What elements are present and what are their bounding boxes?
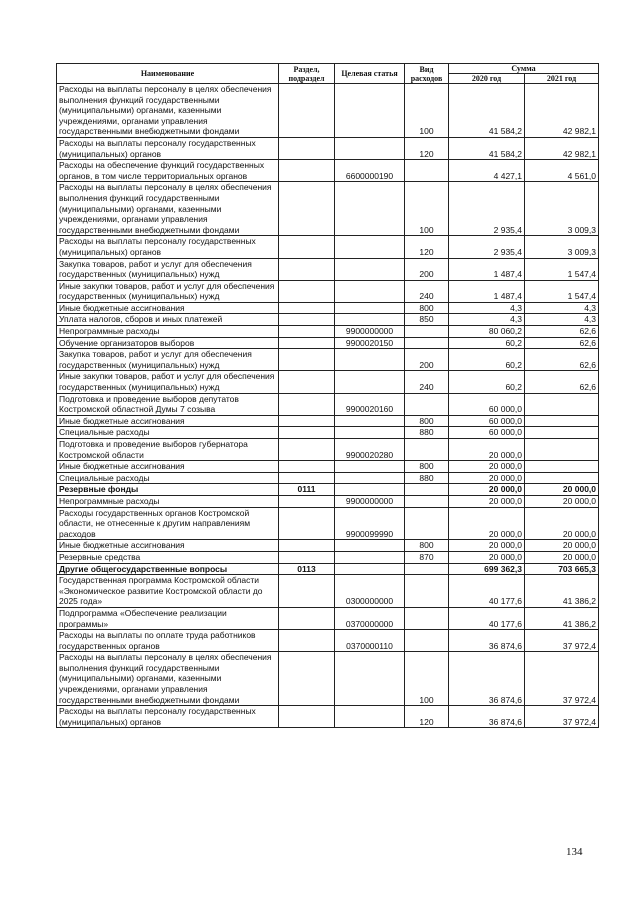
table-row xyxy=(57,495,599,507)
table-row xyxy=(57,461,599,473)
cell-2020: 20 000,0 xyxy=(449,540,525,552)
cell-2020: 20 000,0 xyxy=(449,472,525,484)
cell-type: 200 xyxy=(405,258,449,280)
cell-name: Подготовка и проведение выборов губернатора Костромской области xyxy=(57,439,279,461)
cell-target: 9900000000 xyxy=(335,326,405,338)
cell-2021: 37 972,4 xyxy=(525,706,599,728)
cell-name: Уплата налогов, сборов и иных платежей xyxy=(57,314,279,326)
cell-2020: 20 000,0 xyxy=(449,461,525,473)
table-row xyxy=(57,439,599,461)
cell-2020: 60 000,0 xyxy=(449,415,525,427)
cell-2021: 20 000,0 xyxy=(525,495,599,507)
header-target: Целевая статья xyxy=(335,64,405,84)
cell-section xyxy=(279,337,335,349)
cell-2020: 20 000,0 xyxy=(449,495,525,507)
table-header xyxy=(57,64,599,84)
cell-target: 9900099990 xyxy=(335,507,405,540)
cell-2020: 2 935,4 xyxy=(449,236,525,258)
cell-type: 120 xyxy=(405,236,449,258)
cell-type: 200 xyxy=(405,349,449,371)
cell-2021: 20 000,0 xyxy=(525,540,599,552)
cell-section xyxy=(279,472,335,484)
cell-target xyxy=(335,302,405,314)
cell-section xyxy=(279,314,335,326)
cell-type: 800 xyxy=(405,540,449,552)
cell-2021: 62,6 xyxy=(525,349,599,371)
cell-name: Подпрограмма «Обеспечение реализации программы» xyxy=(57,607,279,629)
cell-2021: 3 009,3 xyxy=(525,236,599,258)
cell-section xyxy=(279,652,335,706)
cell-2021: 1 547,4 xyxy=(525,258,599,280)
cell-section xyxy=(279,706,335,728)
cell-2021: 4,3 xyxy=(525,314,599,326)
cell-name: Иные бюджетные ассигнования xyxy=(57,302,279,314)
table-row xyxy=(57,371,599,393)
table-row xyxy=(57,472,599,484)
cell-type: 850 xyxy=(405,314,449,326)
cell-type: 240 xyxy=(405,280,449,302)
cell-type xyxy=(405,160,449,182)
cell-name: Иные бюджетные ассигнования xyxy=(57,540,279,552)
cell-2021 xyxy=(525,427,599,439)
cell-2020: 1 487,4 xyxy=(449,280,525,302)
cell-target xyxy=(335,472,405,484)
cell-target xyxy=(335,182,405,236)
cell-2021: 20 000,0 xyxy=(525,507,599,540)
header-section: Раздел, подраздел xyxy=(279,64,335,84)
cell-type xyxy=(405,630,449,652)
cell-2021 xyxy=(525,393,599,415)
cell-target: 6600000190 xyxy=(335,160,405,182)
cell-2020: 60,2 xyxy=(449,337,525,349)
cell-2020: 1 487,4 xyxy=(449,258,525,280)
cell-2021: 62,6 xyxy=(525,326,599,338)
table-body xyxy=(57,84,599,728)
cell-section xyxy=(279,507,335,540)
cell-target xyxy=(335,137,405,159)
cell-2020: 20 000,0 xyxy=(449,484,525,496)
cell-target xyxy=(335,84,405,138)
table-row xyxy=(57,427,599,439)
cell-type xyxy=(405,563,449,575)
cell-section xyxy=(279,551,335,563)
cell-2021: 62,6 xyxy=(525,337,599,349)
cell-name: Закупка товаров, работ и услуг для обеспечения государственных (муниципальных) нужд xyxy=(57,258,279,280)
cell-2020: 60,2 xyxy=(449,349,525,371)
cell-section xyxy=(279,326,335,338)
cell-2020: 40 177,6 xyxy=(449,575,525,608)
cell-name: Закупка товаров, работ и услуг для обеспечения государственных (муниципальных) нужд xyxy=(57,349,279,371)
table-row xyxy=(57,575,599,608)
cell-2021: 37 972,4 xyxy=(525,630,599,652)
cell-type xyxy=(405,337,449,349)
table-row xyxy=(57,551,599,563)
cell-section xyxy=(279,427,335,439)
cell-section xyxy=(279,349,335,371)
cell-name: Расходы на выплаты персоналу в целях обеспечения выполнения функций государственными (муниципальными) органами, казенными учреждениями, органами управления государственными внебюджетными фондами xyxy=(57,182,279,236)
table-row xyxy=(57,563,599,575)
table-row xyxy=(57,84,599,138)
budget-table-sheet xyxy=(56,63,598,728)
cell-section xyxy=(279,461,335,473)
cell-name: Расходы на выплаты по оплате труда работников государственных органов xyxy=(57,630,279,652)
cell-2020: 20 000,0 xyxy=(449,439,525,461)
cell-type xyxy=(405,484,449,496)
page-number: 134 xyxy=(566,846,583,858)
cell-name: Непрограммные расходы xyxy=(57,326,279,338)
cell-name: Расходы на выплаты персоналу государственных (муниципальных) органов xyxy=(57,236,279,258)
cell-section xyxy=(279,302,335,314)
cell-section xyxy=(279,439,335,461)
cell-target: 9900000000 xyxy=(335,495,405,507)
cell-name: Расходы на обеспечение функций государственных органов, в том числе территориальных органов xyxy=(57,160,279,182)
cell-section: 0113 xyxy=(279,563,335,575)
cell-2020: 41 584,2 xyxy=(449,84,525,138)
budget-table xyxy=(56,63,599,728)
cell-type: 100 xyxy=(405,652,449,706)
table-row xyxy=(57,314,599,326)
cell-2021 xyxy=(525,439,599,461)
table-row xyxy=(57,607,599,629)
cell-2020: 2 935,4 xyxy=(449,182,525,236)
cell-section xyxy=(279,393,335,415)
cell-type: 100 xyxy=(405,84,449,138)
cell-2020: 36 874,6 xyxy=(449,630,525,652)
cell-section xyxy=(279,540,335,552)
cell-type: 120 xyxy=(405,706,449,728)
cell-2021: 37 972,4 xyxy=(525,652,599,706)
cell-type: 870 xyxy=(405,551,449,563)
table-row xyxy=(57,280,599,302)
cell-2021 xyxy=(525,415,599,427)
cell-name: Специальные расходы xyxy=(57,427,279,439)
cell-type xyxy=(405,607,449,629)
cell-2020: 699 362,3 xyxy=(449,563,525,575)
cell-target xyxy=(335,415,405,427)
cell-2021: 62,6 xyxy=(525,371,599,393)
cell-section xyxy=(279,415,335,427)
cell-section xyxy=(279,84,335,138)
cell-2020: 60,2 xyxy=(449,371,525,393)
cell-2021: 42 982,1 xyxy=(525,137,599,159)
table-row xyxy=(57,415,599,427)
cell-name: Расходы на выплаты персоналу в целях обеспечения выполнения функций государственными (муниципальными) органами, казенными учреждениями, органами управления государственными внебюджетными фондами xyxy=(57,84,279,138)
header-sum: Сумма xyxy=(449,64,599,74)
cell-type xyxy=(405,393,449,415)
cell-2021: 20 000,0 xyxy=(525,484,599,496)
table-row xyxy=(57,652,599,706)
cell-name: Резервные средства xyxy=(57,551,279,563)
cell-2020: 20 000,0 xyxy=(449,551,525,563)
cell-name: Резервные фонды xyxy=(57,484,279,496)
cell-target xyxy=(335,371,405,393)
cell-2020: 36 874,6 xyxy=(449,706,525,728)
table-row xyxy=(57,337,599,349)
cell-type: 100 xyxy=(405,182,449,236)
cell-target xyxy=(335,484,405,496)
cell-2021: 4,3 xyxy=(525,302,599,314)
cell-2020: 60 000,0 xyxy=(449,393,525,415)
cell-target xyxy=(335,314,405,326)
cell-section xyxy=(279,607,335,629)
cell-section xyxy=(279,160,335,182)
cell-type xyxy=(405,495,449,507)
cell-section xyxy=(279,575,335,608)
cell-2021: 20 000,0 xyxy=(525,551,599,563)
cell-2021: 1 547,4 xyxy=(525,280,599,302)
header-year-2020: 2020 год xyxy=(449,74,525,84)
cell-section xyxy=(279,495,335,507)
cell-target xyxy=(335,540,405,552)
table-row xyxy=(57,137,599,159)
cell-2021 xyxy=(525,461,599,473)
cell-name: Иные бюджетные ассигнования xyxy=(57,415,279,427)
cell-target: 9900020280 xyxy=(335,439,405,461)
cell-target xyxy=(335,236,405,258)
cell-target xyxy=(335,563,405,575)
cell-section xyxy=(279,137,335,159)
cell-2020: 80 060,2 xyxy=(449,326,525,338)
cell-section xyxy=(279,371,335,393)
cell-target: 9900020160 xyxy=(335,393,405,415)
cell-2021: 4 561,0 xyxy=(525,160,599,182)
cell-section xyxy=(279,280,335,302)
cell-2020: 4,3 xyxy=(449,314,525,326)
cell-2020: 36 874,6 xyxy=(449,652,525,706)
table-row xyxy=(57,393,599,415)
header-type: Вид расходов xyxy=(405,64,449,84)
cell-2021: 41 386,2 xyxy=(525,575,599,608)
cell-type: 800 xyxy=(405,302,449,314)
cell-name: Иные закупки товаров, работ и услуг для обеспечения государственных (муниципальных) нужд xyxy=(57,371,279,393)
cell-name: Расходы на выплаты персоналу в целях обеспечения выполнения функций государственными (муниципальными) органами, казенными учреждениями, органами управления государственными внебюджетными фондами xyxy=(57,652,279,706)
table-row xyxy=(57,507,599,540)
table-row xyxy=(57,160,599,182)
cell-2021: 41 386,2 xyxy=(525,607,599,629)
cell-2020: 41 584,2 xyxy=(449,137,525,159)
cell-name: Непрограммные расходы xyxy=(57,495,279,507)
header-name: Наименование xyxy=(57,64,279,84)
cell-section: 0111 xyxy=(279,484,335,496)
cell-name: Расходы на выплаты персоналу государственных (муниципальных) органов xyxy=(57,706,279,728)
cell-name: Другие общегосударственные вопросы xyxy=(57,563,279,575)
cell-type: 880 xyxy=(405,427,449,439)
table-row xyxy=(57,302,599,314)
cell-type: 800 xyxy=(405,461,449,473)
cell-target xyxy=(335,551,405,563)
table-row xyxy=(57,630,599,652)
table-row xyxy=(57,326,599,338)
cell-section xyxy=(279,258,335,280)
cell-target: 0300000000 xyxy=(335,575,405,608)
cell-name: Обучение организаторов выборов xyxy=(57,337,279,349)
cell-target xyxy=(335,461,405,473)
header-year-2021: 2021 год xyxy=(525,74,599,84)
cell-target: 0370000000 xyxy=(335,607,405,629)
cell-name: Подготовка и проведение выборов депутатов Костромской областной Думы 7 созыва xyxy=(57,393,279,415)
cell-name: Государственная программа Костромской области «Экономическое развитие Костромской области до 2025 года» xyxy=(57,575,279,608)
cell-type xyxy=(405,507,449,540)
cell-section xyxy=(279,182,335,236)
cell-type xyxy=(405,326,449,338)
cell-2020: 20 000,0 xyxy=(449,507,525,540)
cell-target xyxy=(335,427,405,439)
cell-target xyxy=(335,349,405,371)
table-row xyxy=(57,484,599,496)
cell-type: 800 xyxy=(405,415,449,427)
table-row xyxy=(57,540,599,552)
cell-target: 0370000110 xyxy=(335,630,405,652)
cell-2021: 703 665,3 xyxy=(525,563,599,575)
cell-2020: 4 427,1 xyxy=(449,160,525,182)
cell-type xyxy=(405,575,449,608)
table-row xyxy=(57,182,599,236)
cell-name: Расходы государственных органов Костромской области, не отнесенные к другим направлениям расходов xyxy=(57,507,279,540)
cell-name: Иные бюджетные ассигнования xyxy=(57,461,279,473)
cell-2020: 4,3 xyxy=(449,302,525,314)
cell-name: Специальные расходы xyxy=(57,472,279,484)
cell-2021: 42 982,1 xyxy=(525,84,599,138)
cell-target: 9900020150 xyxy=(335,337,405,349)
cell-type: 120 xyxy=(405,137,449,159)
cell-target xyxy=(335,652,405,706)
cell-name: Расходы на выплаты персоналу государственных (муниципальных) органов xyxy=(57,137,279,159)
cell-target xyxy=(335,258,405,280)
cell-target xyxy=(335,280,405,302)
cell-type xyxy=(405,439,449,461)
cell-section xyxy=(279,236,335,258)
table-row xyxy=(57,706,599,728)
table-row xyxy=(57,258,599,280)
cell-name: Иные закупки товаров, работ и услуг для обеспечения государственных (муниципальных) нужд xyxy=(57,280,279,302)
cell-2020: 60 000,0 xyxy=(449,427,525,439)
cell-2021 xyxy=(525,472,599,484)
cell-section xyxy=(279,630,335,652)
table-row xyxy=(57,236,599,258)
cell-2020: 40 177,6 xyxy=(449,607,525,629)
cell-target xyxy=(335,706,405,728)
cell-type: 240 xyxy=(405,371,449,393)
cell-type: 880 xyxy=(405,472,449,484)
cell-2021: 3 009,3 xyxy=(525,182,599,236)
table-row xyxy=(57,349,599,371)
